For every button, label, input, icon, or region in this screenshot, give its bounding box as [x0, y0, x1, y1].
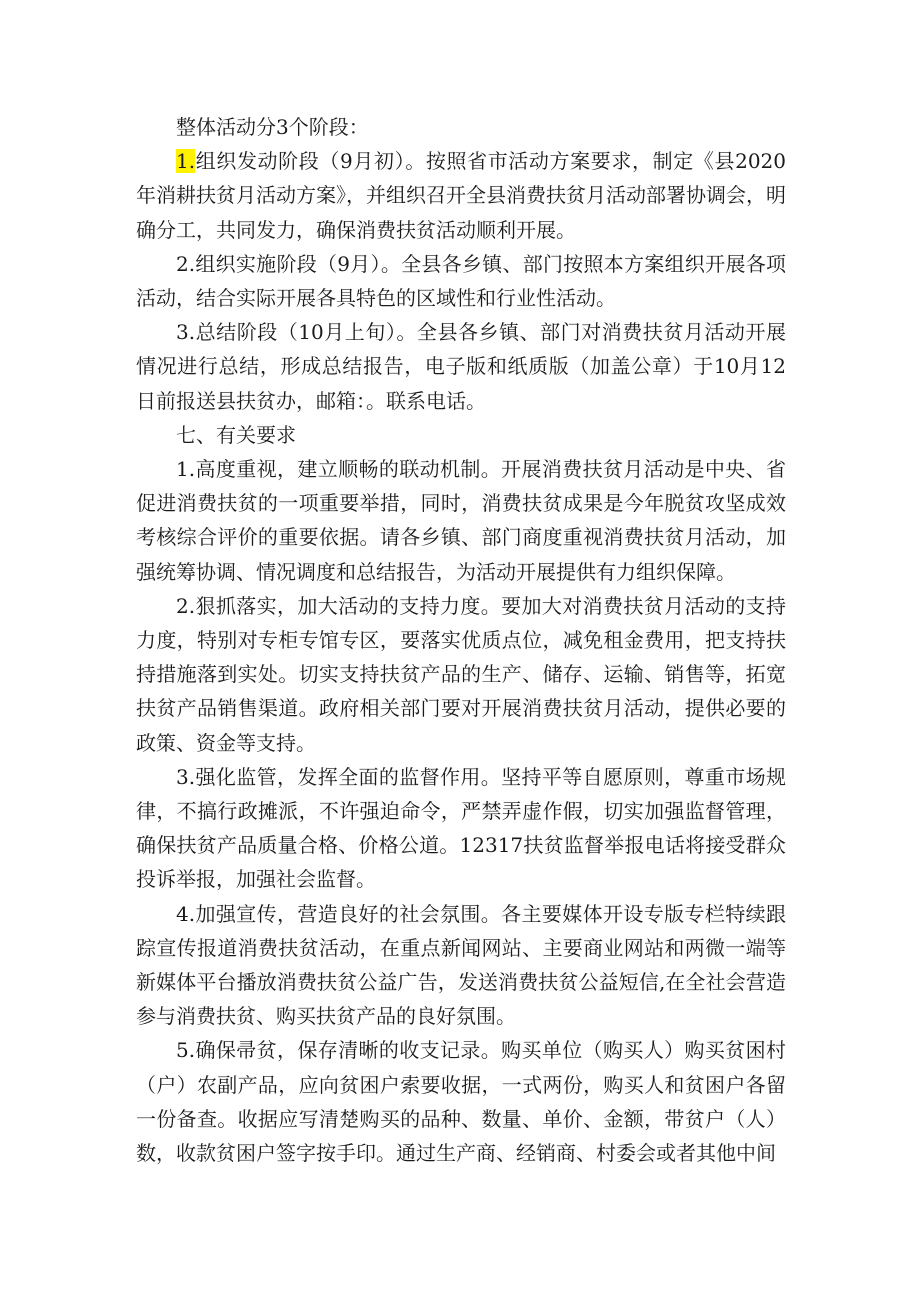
- requirement-paragraph-2: [136, 589, 786, 760]
- stage-number-1: 1.: [176, 149, 196, 174]
- requirement-paragraph-4: [136, 897, 786, 1034]
- requirement-paragraph-3: [136, 760, 786, 897]
- requirement-number-4: 4.: [176, 901, 196, 926]
- stage-number-2: 2.: [176, 251, 196, 276]
- requirement-number-1: 1.: [176, 457, 196, 482]
- requirement-text-5: 确保帚贫，保存清晰的收支记录。购买单位（购买人）购买贫困村（户）农副产品，应向贫困户索要收据，一式两份，购买人和贫困户各留一份备查。收据应写清楚购买的品种、数量、单价、金额，带贫户（人）数，收款贫困户签字按手印。通过生产商、经销商、村委会或者其他中间: [136, 1038, 786, 1166]
- requirement-number-2: 2.: [176, 593, 196, 618]
- requirement-paragraph-1: [136, 452, 786, 589]
- intro-paragraph: [136, 110, 786, 144]
- section-heading: [136, 418, 786, 452]
- document-page: [136, 110, 786, 1170]
- requirement-text-1: 高度重视，建立顺畅的联动机制。开展消费扶贫月活动是中央、省促进消费扶贫的一项重要举措，同时，消费扶贫成果是今年脱贫攻坚成效考核综合评价的重要依据。请各乡镇、部门商度重视消费扶贫月活动，加强统筹协调、情况调度和总结报告，为活动开展提供有力组织保障。: [136, 457, 786, 584]
- stage-paragraph-3: [136, 315, 786, 418]
- stage-text-2: 组织实施阶段（9月）。全县各乡镇、部门按照本方案组织开展各项活动，结合实际开展各具特色的区域性和行业性活动。: [136, 251, 786, 311]
- intro-text: 整体活动分3个阶段：: [176, 115, 369, 139]
- stage-paragraph-2: [136, 247, 786, 315]
- stage-text-3: 总结阶段（10月上旬）。全县各乡镇、部门对消费扶贫月活动开展情况进行总结，形成总结报告，电子版和纸质版（加盖公章）于10月12日前报送县扶贫办，邮箱：。联系电话。: [136, 320, 786, 413]
- stage-text-1: 组织发动阶段（9月初）。按照省市活动方案要求，制定《县2020年消耕扶贫月活动方案》，并组织召开全县消费扶贫月活动部署协调会，明确分工，共同发力，确保消费扶贫活动顺利开展。: [136, 149, 786, 242]
- requirement-text-3: 强化监管，发挥全面的监督作用。坚持平等自愿原则，尊重市场规律，不搞行政摊派，不许强迫命令，严禁弄虚作假，切实加强监督管理，确保扶贫产品质量合格、价格公道。12317扶贫监督举报电话将接受群众投诉举报，加强社会监督。: [136, 764, 786, 892]
- requirement-number-3: 3.: [176, 764, 196, 789]
- requirement-paragraph-5: [136, 1033, 786, 1170]
- stage-number-3: 3.: [176, 320, 196, 345]
- requirement-text-4: 加强宣传，营造良好的社会氛围。各主要媒体开设专版专栏特续跟踪宣传报道消费扶贫活动，在重点新闻网站、主要商业网站和两微一端等新媒体平台播放消费扶贫公益广告，发送消费扶贫公益短信,在全社会营造参与消费扶贫、购买扶贫产品的良好氛围。: [136, 901, 786, 1029]
- section-heading-text: 七、有关要求: [176, 422, 296, 447]
- requirement-number-5: 5.: [176, 1038, 196, 1063]
- stage-paragraph-1: [136, 144, 786, 247]
- requirement-text-2: 狠抓落实，加大活动的支持力度。要加大对消费扶贫月活动的支持力度，特别对专柜专馆专区，要落实优质点位，减免租金费用，把支持扶持措施落到实处。切实支持扶贫产品的生产、储存、运输、销售等，拓宽扶贫产品销售渠道。政府相关部门要对开展消费扶贫月活动，提供必要的政策、资金等支持。: [136, 593, 786, 755]
